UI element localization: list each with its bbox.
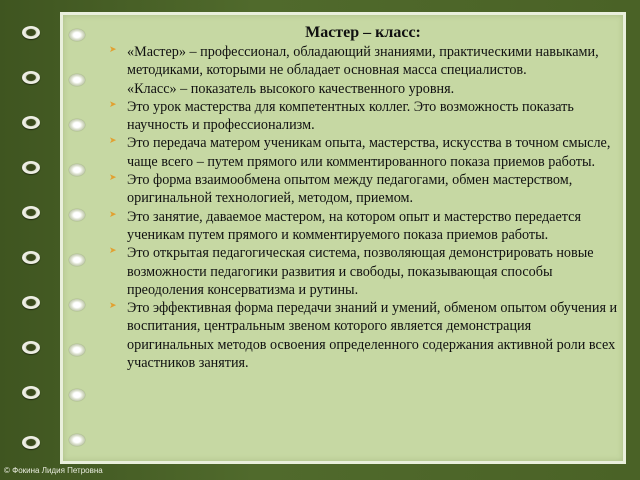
binder-ring-icon — [22, 206, 40, 219]
punch-hole-icon — [69, 299, 85, 311]
content-panel — [60, 12, 626, 464]
slide-content — [107, 23, 619, 372]
list-item — [107, 208, 619, 245]
binder-ring-icon — [22, 386, 40, 399]
binder-ring-icon — [22, 296, 40, 309]
punch-hole-icon — [69, 29, 85, 41]
list-item-subtext: «Класс» – показатель высокого качественного уровня. — [127, 80, 455, 97]
list-item-text: Это открытая педагогическая система, позволяющая демонстрировать новые возможности педагогики развития и свободы, показывающая способы преодоления консерватизма и рутины. — [127, 245, 594, 298]
punch-hole-icon — [69, 74, 85, 86]
punch-hole-icon — [69, 119, 85, 131]
arrow-bullet-icon: ➤ — [109, 173, 117, 184]
arrow-bullet-icon: ➤ — [109, 136, 117, 147]
panel-holes — [69, 15, 89, 467]
arrow-bullet-icon: ➤ — [109, 99, 117, 110]
binder-ring-icon — [22, 26, 40, 39]
slide-title: Мастер – класс: — [305, 24, 421, 41]
arrow-bullet-icon: ➤ — [109, 45, 117, 55]
binder-ring-icon — [22, 341, 40, 354]
list-item — [107, 244, 619, 299]
list-item-text: Это эффективная форма передачи знаний и умений, обменом опытом обучения и воспитания, центральным звеном которого является демонстрация оригинальных методов освоения определенного содержания активной роли всех участников занятия. — [127, 300, 618, 372]
list-item — [107, 134, 619, 171]
binder-ring-icon — [22, 116, 40, 129]
binder-ring-icon — [22, 251, 40, 264]
list-item-text: Это урок мастерства для компетентных коллег. Это возможность показать научность и профессионализм. — [127, 98, 574, 134]
arrow-bullet-icon: ➤ — [109, 246, 117, 257]
punch-hole-icon — [69, 209, 85, 221]
binder-ring-icon — [22, 71, 40, 84]
binder-ring-icon — [22, 161, 40, 174]
punch-hole-icon — [69, 254, 85, 266]
copyright-text: © Фокина Лидия Петровна — [4, 466, 103, 475]
list-item-text: Это передача матером ученикам опыта, мастерства, искусства в точном смысле, чаще всего – путем прямого или комментированного показа приемов работы. — [127, 135, 611, 170]
punch-hole-icon — [69, 344, 85, 356]
binder-ring-icon — [22, 436, 40, 449]
list-item — [107, 299, 619, 372]
punch-hole-icon — [69, 434, 85, 446]
binder-rings — [22, 0, 48, 480]
list-item — [107, 98, 619, 135]
definition-list — [107, 43, 619, 372]
list-item-text: Это занятие, даваемое мастером, на котором опыт и мастерство передается ученикам путем прямого и комментируемого показа приемов работы. — [127, 208, 581, 243]
arrow-bullet-icon: ➤ — [109, 209, 117, 220]
list-item-text: «Мастер» – профессионал, обладающий знаниями, практическими навыками, методиками, которыми не обладает основная масса специалистов. — [127, 44, 599, 79]
list-item-text: Это форма взаимообмена опытом между педагогами, обмен мастерством, оригинальной технологией, методом, приемом. — [127, 172, 573, 207]
list-item — [107, 171, 619, 208]
punch-hole-icon — [69, 389, 85, 401]
list-item — [107, 43, 619, 98]
arrow-bullet-icon: ➤ — [109, 301, 117, 312]
punch-hole-icon — [69, 164, 85, 176]
